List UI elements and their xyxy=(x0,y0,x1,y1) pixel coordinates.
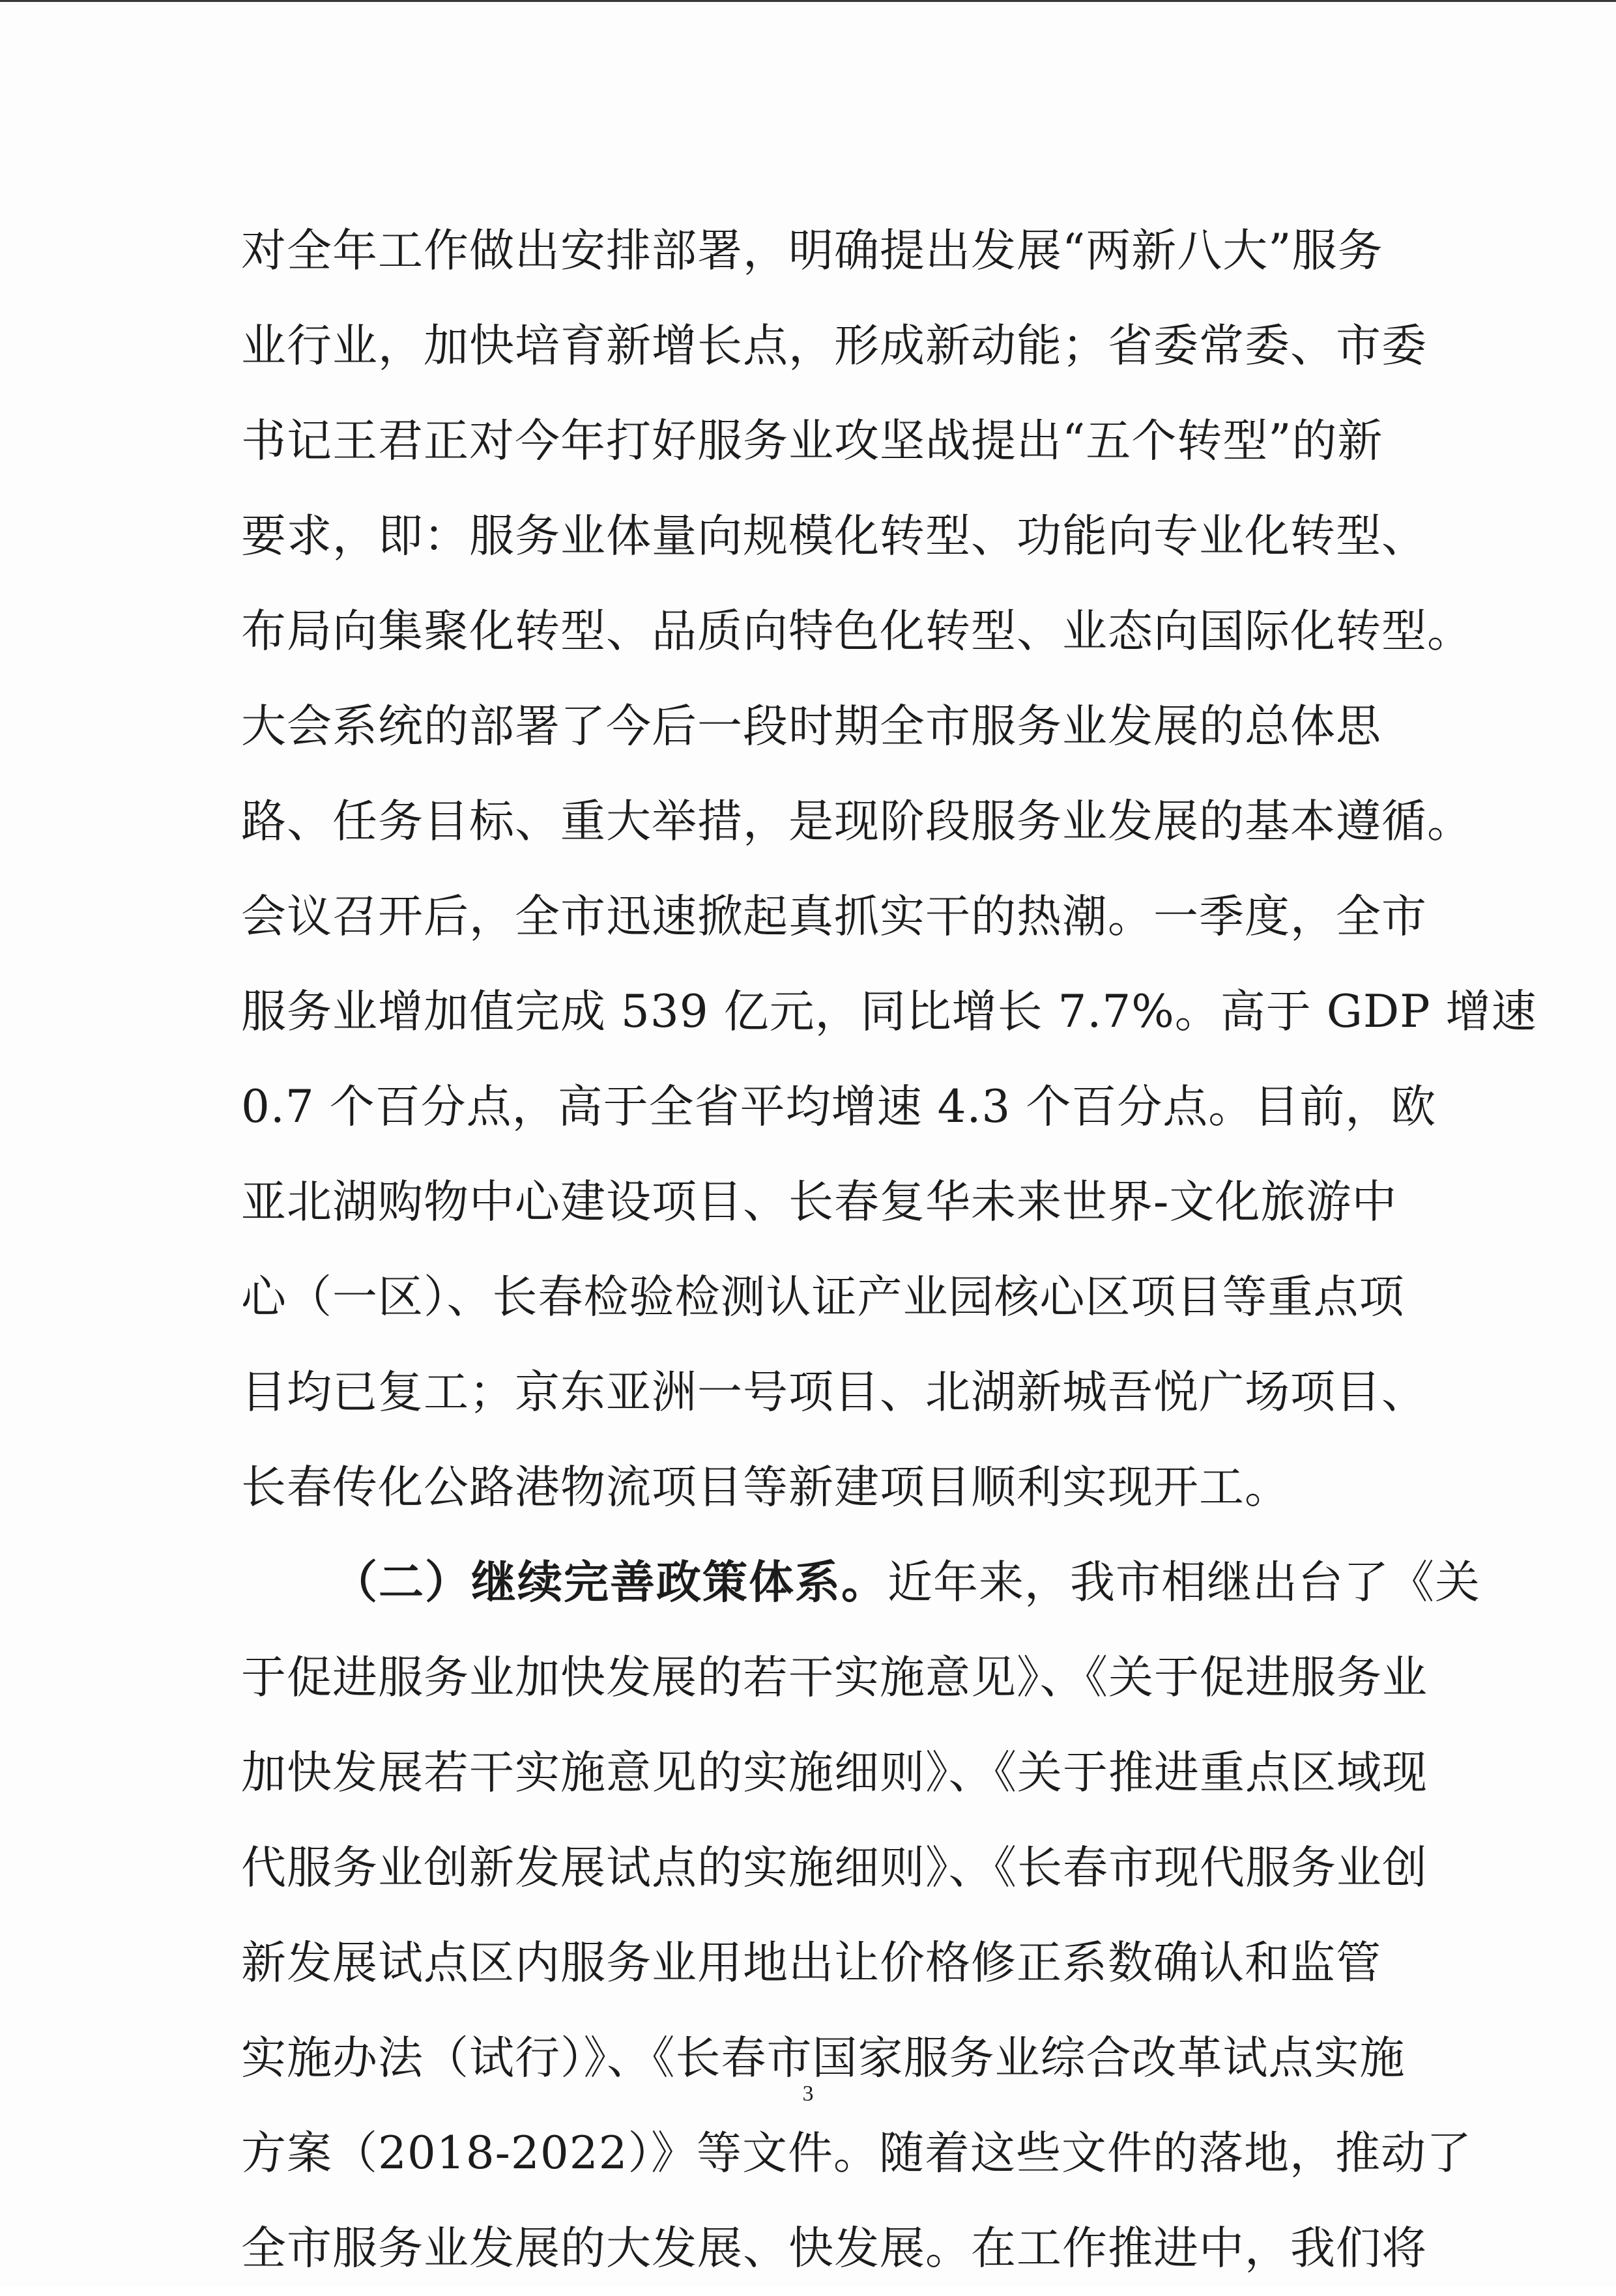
body-text xyxy=(241,203,1537,2296)
text-line: 0.7 个百分点，高于全省平均增速 4.3 个百分点。目前，欧 xyxy=(241,1081,1437,1133)
text-line: 全市服务业发展的大发展、快发展。在工作推进中，我们将 xyxy=(241,2222,1427,2274)
text-line: 方案（2018-2022）》等文件。随着这些文件的落地，推动了 xyxy=(241,2127,1473,2179)
text-line: 服务业增加值完成 539 亿元，同比增长 7.7%。高于 GDP 增速 xyxy=(241,986,1537,1038)
text-line: 心（一区）、长春检验检测认证产业园核心区项目等重点项 xyxy=(241,1271,1405,1323)
text-line: 目均已复工；京东亚洲一号项目、北湖新城吾悦广场项目、 xyxy=(241,1366,1427,1418)
text-line: 书记王君正对今年打好服务业攻坚战提出“五个转型”的新 xyxy=(241,415,1383,467)
text-line: 于促进服务业加快发展的若干实施意见》、《关于促进服务业 xyxy=(241,1652,1428,1704)
text-line: 会议召开后，全市迅速掀起真抓实干的热潮。一季度，全市 xyxy=(241,891,1427,943)
text-line: 加快发展若干实施意见的实施细则》、《关于推进重点区域现 xyxy=(241,1747,1428,1799)
text-line: 亚北湖购物中心建设项目、长春复华未来世界-文化旅游中 xyxy=(241,1176,1398,1228)
text-line: 大会系统的部署了今后一段时期全市服务业发展的总体思 xyxy=(241,700,1381,753)
text-line: 路、任务目标、重大举措，是现阶段服务业发展的基本遵循。 xyxy=(241,796,1473,848)
section-first-line xyxy=(241,1535,1480,1630)
text-line: 新发展试点区内服务业用地出让价格修正系数确认和监管 xyxy=(241,1937,1381,1989)
text-line: 长春传化公路港物流项目等新建项目顺利实现开工。 xyxy=(241,1461,1290,1514)
scan-top-edge xyxy=(0,0,1616,2)
text-line: 实施办法（试行）》、《长春市国家服务业综合改革试点实施 xyxy=(241,2032,1406,2084)
text-line: 布局向集聚化转型、品质向特色化转型、业态向国际化转型。 xyxy=(241,605,1473,657)
text-line: 业行业，加快培育新增长点，形成新动能；省委常委、市委 xyxy=(241,320,1427,372)
page-number: 3 xyxy=(802,2082,814,2106)
text-line: 要求，即：服务业体量向规模化转型、功能向专业化转型、 xyxy=(241,510,1427,562)
text-line: 代服务业创新发展试点的实施细则》、《长春市现代服务业创 xyxy=(241,1842,1428,1894)
text-line: 对全年工作做出安排部署，明确提出发展“两新八大”服务 xyxy=(241,225,1383,277)
section-heading: （二）继续完善政策体系。 xyxy=(332,1556,887,1609)
section-first-line-text: 近年来，我市相继出台了《关 xyxy=(887,1557,1480,1609)
